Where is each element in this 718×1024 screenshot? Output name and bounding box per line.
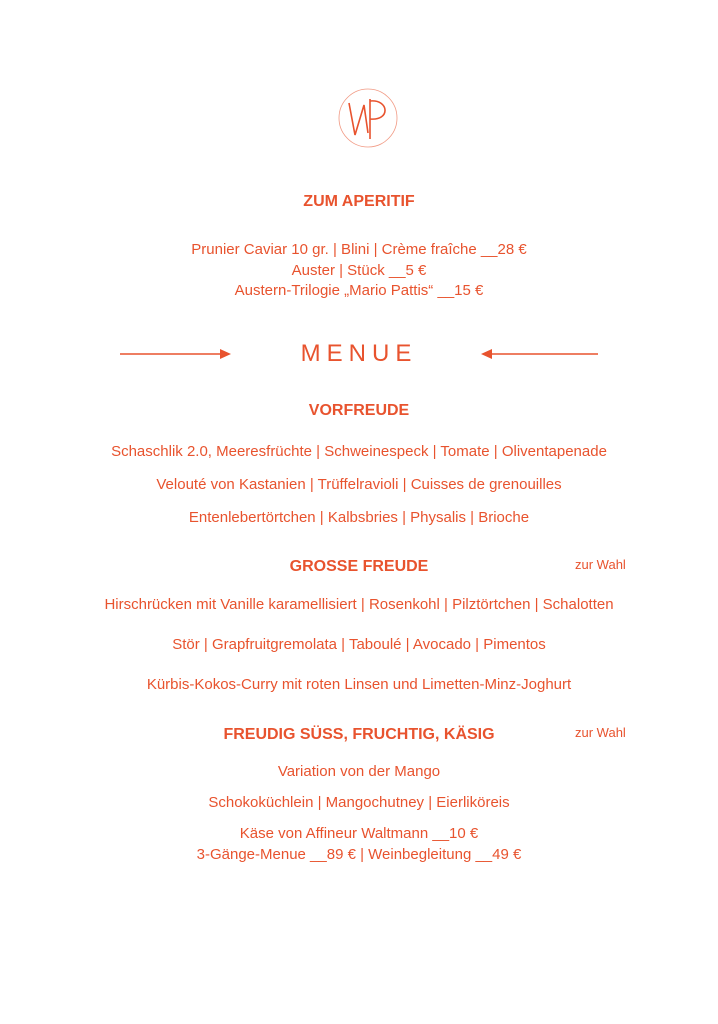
arrow-left-icon (480, 347, 598, 361)
vorfreude-heading: VORFREUDE (308, 402, 410, 419)
vorfreude-item: Entenlebertörtchen | Kalbsbries | Physalis | Brioche (188, 509, 530, 526)
grosse-freude-item: Stör | Grapfruitgremolata | Taboulé | Avocado | Pimentos (172, 636, 546, 653)
freudig-item: Variation von der Mango (277, 763, 441, 780)
aperitif-item: Prunier Caviar 10 gr. | Blini | Crème fraîche __28 € (191, 241, 527, 258)
vorfreude-item: Velouté von Kastanien | Trüffelravioli | Cuisses de grenouilles (156, 476, 562, 493)
freudig-heading: FREUDIG SÜSS, FRUCHTIG, KÄSIG (223, 726, 495, 743)
freudig-item: Schokoküchlein | Mangochutney | Eierlikörеis (208, 794, 510, 811)
freudig-item: Käse von Affineur Waltmann __10 € (239, 825, 479, 842)
aperitif-item: Austern-Trilogie „Mario Pattis“ __15 € (234, 282, 484, 299)
grosse-freude-heading: GROSSE FREUDE (289, 558, 429, 575)
aperitif-item: Auster | Stück __5 € (291, 262, 427, 279)
grosse-freude-item: Hirschrücken mit Vanille karamellisiert | Rosenkohl | Pilztörtchen | Schalotten (104, 596, 614, 613)
freudig-note: zur Wahl (575, 725, 626, 740)
grosse-freude-item: Kürbis-Kokos-Curry mit roten Linsen und Limetten-Minz-Joghurt (146, 676, 572, 693)
vorfreude-item: Schaschlik 2.0, Meeresfrüchte | Schweinespeck | Tomate | Oliventapenade (111, 443, 607, 460)
aperitif-heading: ZUM APERITIF (303, 193, 415, 210)
grosse-freude-note: zur Wahl (575, 557, 626, 572)
restaurant-logo (337, 87, 399, 149)
freudig-item: 3-Gänge-Menue __89 € | Weinbegleitung __49 € (196, 846, 522, 863)
menue-title: MENUE (300, 340, 418, 367)
